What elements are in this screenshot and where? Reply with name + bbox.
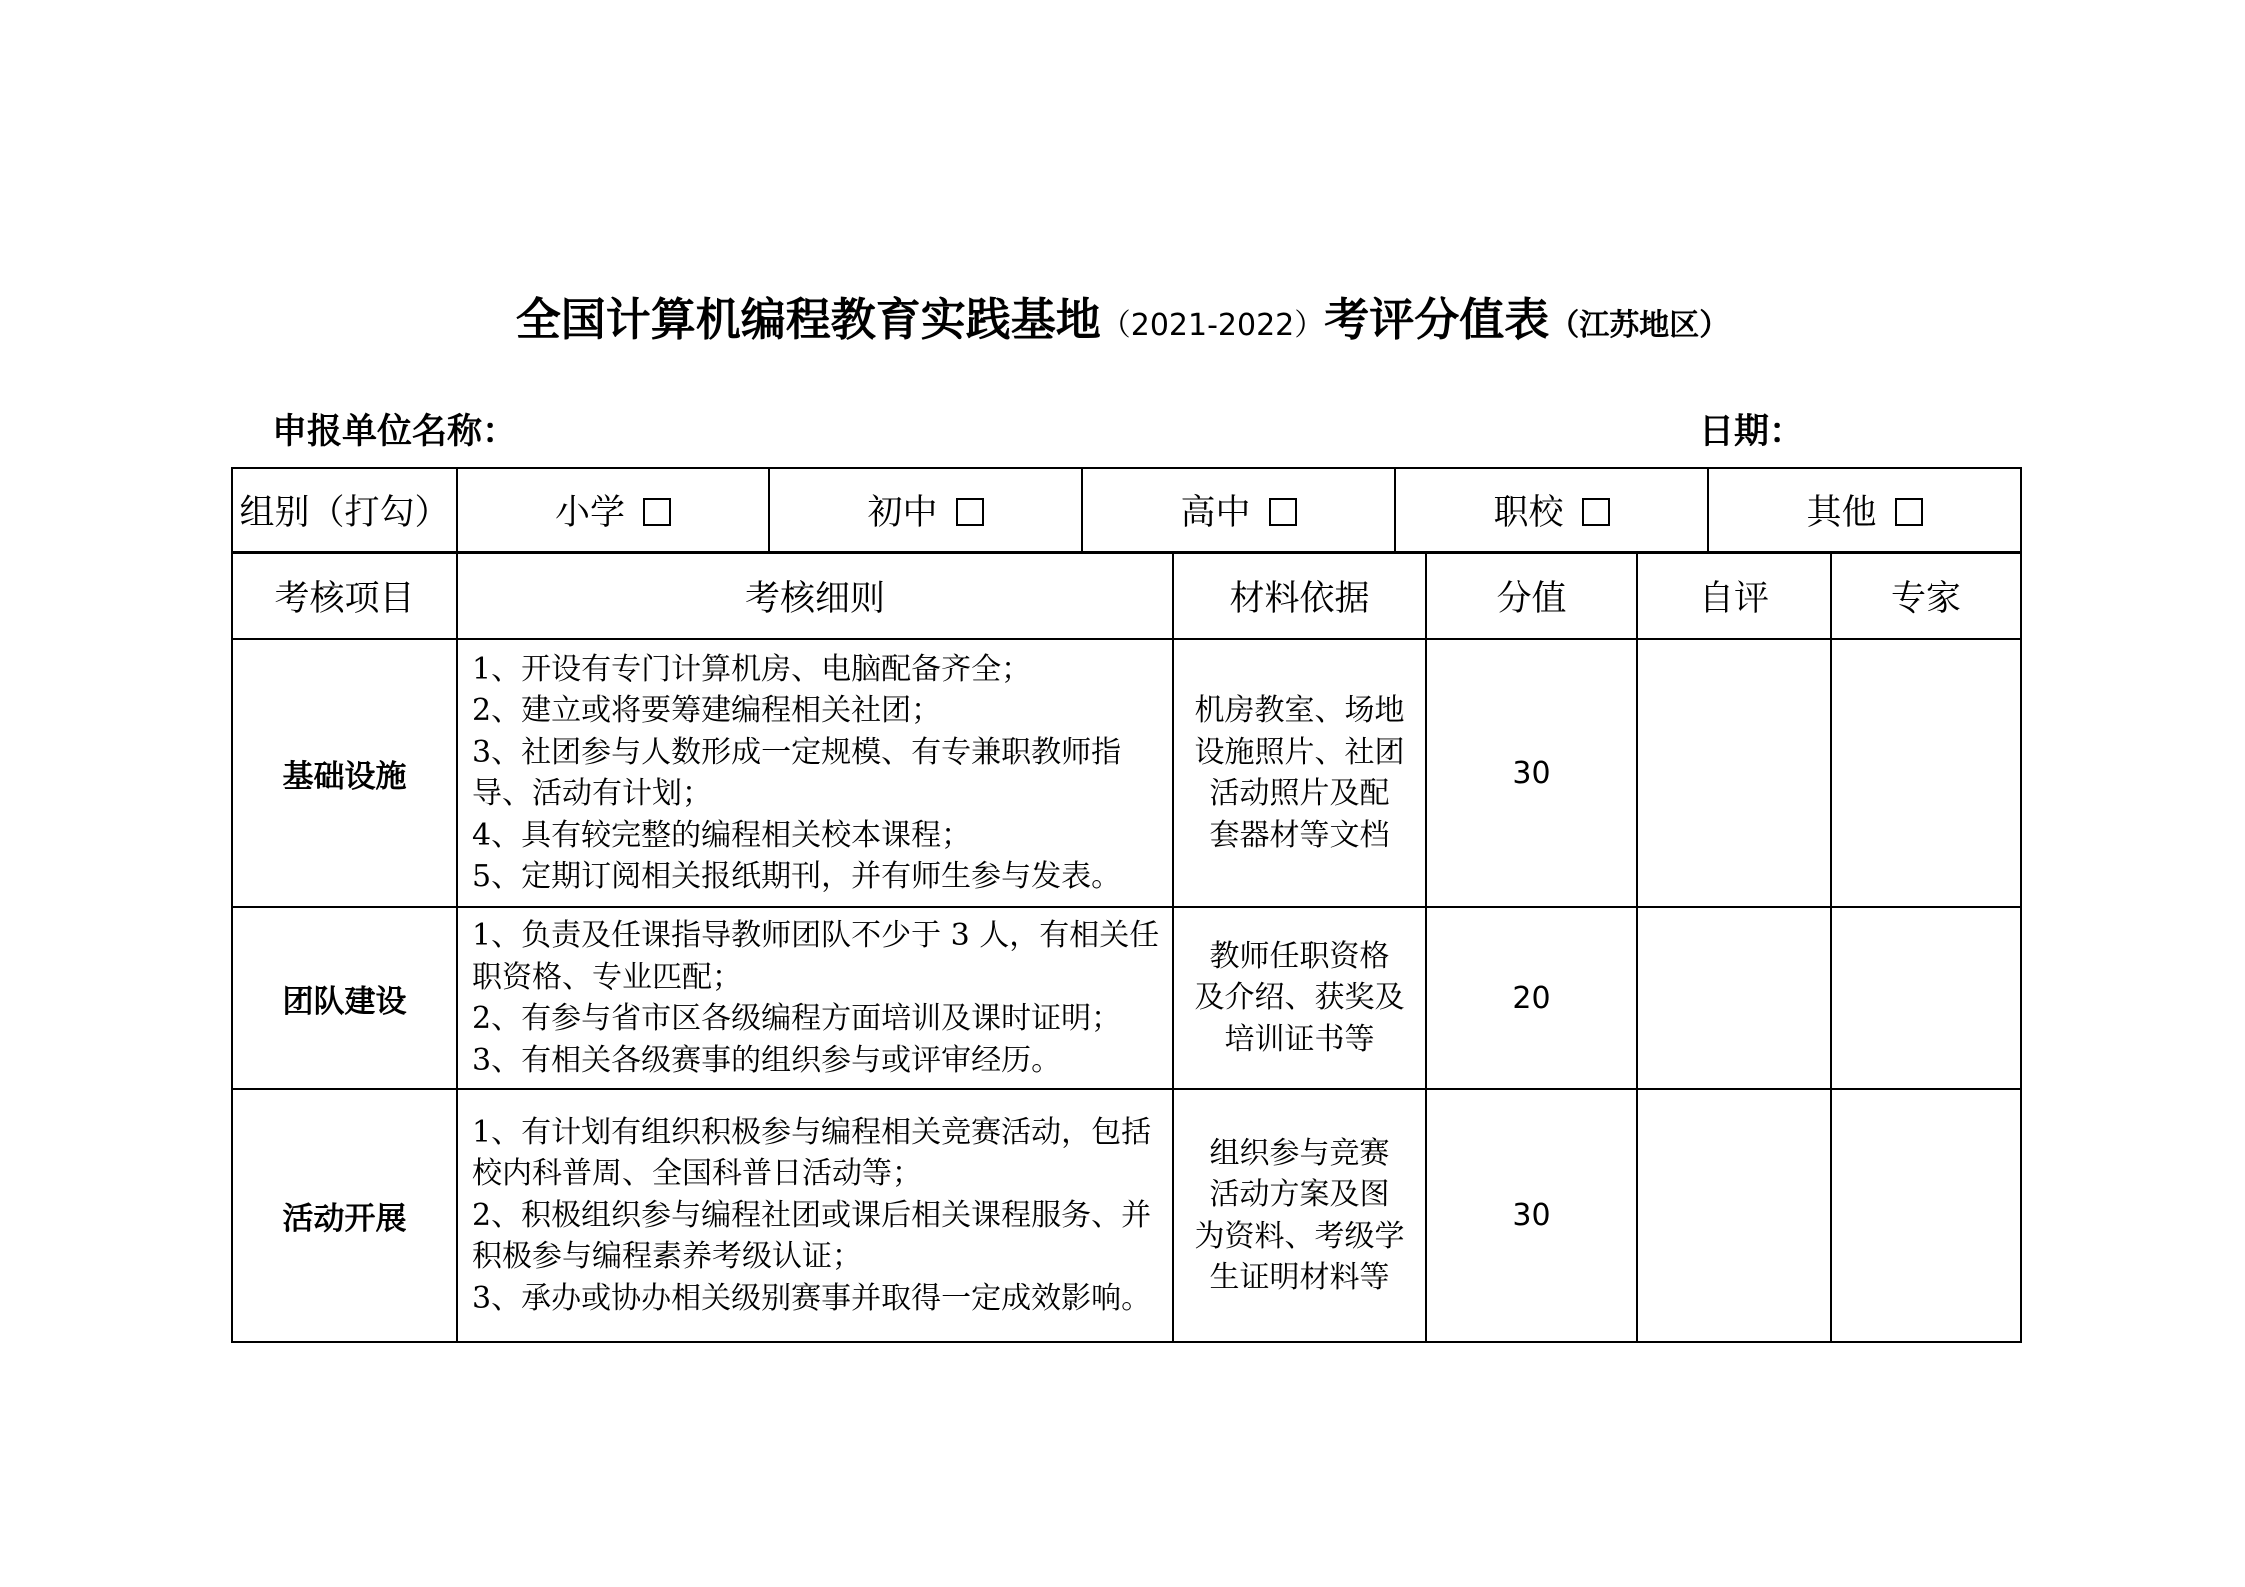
- row-self-score[interactable]: [1637, 907, 1831, 1089]
- row-score: 30: [1426, 1089, 1637, 1342]
- evaluation-table: [231, 552, 2022, 1343]
- group-option-label: 初中: [867, 493, 938, 533]
- header-expert: 专家: [1831, 553, 2021, 639]
- material-line: 机房教室、场地: [1194, 693, 1405, 728]
- row-item: 基础设施: [232, 639, 457, 907]
- material-line: 培训证书等: [1224, 1021, 1375, 1057]
- group-option-label: 高中: [1180, 493, 1251, 533]
- group-selection-table: [231, 467, 2022, 553]
- material-line: 活动方案及图: [1209, 1177, 1390, 1212]
- table-row: [232, 639, 2021, 907]
- detail-line: 3、承办或协办相关级别赛事并取得一定成效影响。: [472, 1280, 1152, 1316]
- row-item: 活动开展: [232, 1089, 457, 1342]
- group-option-senior[interactable]: [1082, 468, 1395, 552]
- page-title: [0, 283, 2245, 348]
- detail-line: 2、有参与省市区各级编程方面培训及课时证明；: [472, 1001, 1122, 1036]
- table-row: [232, 1089, 2021, 1342]
- checkbox[interactable]: [1582, 498, 1610, 526]
- row-details: [457, 907, 1173, 1089]
- material-line: 组织参与竞赛: [1209, 1135, 1390, 1171]
- detail-line: 3、有相关各级赛事的组织参与或评审经历。: [472, 1042, 1062, 1078]
- header-row: [232, 553, 2021, 639]
- title-years: （2021-2022）: [1100, 308, 1325, 343]
- row-self-score[interactable]: [1637, 639, 1831, 907]
- group-option-label: 其他: [1806, 493, 1877, 533]
- row-self-score[interactable]: [1637, 1089, 1831, 1342]
- row-details: [457, 639, 1173, 907]
- material-line: 为资料、考级学: [1194, 1218, 1405, 1254]
- detail-line: 4、具有较完整的编程相关校本课程；: [472, 817, 972, 853]
- table-row: [232, 907, 2021, 1089]
- detail-line: 2、积极组织参与编程社团或课后相关课程服务、并积极参与编程素养考级认证；: [472, 1197, 1152, 1275]
- row-score: 20: [1426, 907, 1637, 1089]
- material-line: 及介绍、获奖及: [1194, 980, 1405, 1016]
- group-option-label: 职校: [1493, 493, 1564, 533]
- row-material: [1173, 1089, 1426, 1342]
- checkbox[interactable]: [1895, 498, 1923, 526]
- checkbox[interactable]: [643, 498, 671, 526]
- checkbox[interactable]: [956, 498, 984, 526]
- detail-line: 3、社团参与人数形成一定规模、有专兼职教师指导、活动有计划；: [472, 734, 1122, 811]
- material-line: 设施照片、社团: [1194, 734, 1405, 770]
- row-score: 30: [1426, 639, 1637, 907]
- material-line: 套器材等文档: [1209, 817, 1390, 853]
- row-material: [1173, 639, 1426, 907]
- detail-line: 1、负责及任课指导教师团队不少于 3 人，有相关任职资格、专业匹配；: [472, 918, 1160, 995]
- header-self: 自评: [1637, 553, 1831, 639]
- row-expert-score[interactable]: [1831, 1089, 2021, 1342]
- material-line: 教师任职资格: [1209, 938, 1390, 974]
- detail-line: 1、有计划有组织积极参与编程相关竞赛活动，包括校内科普周、全国科普日活动等；: [472, 1114, 1152, 1192]
- header-item: 考核项目: [232, 553, 457, 639]
- row-expert-score[interactable]: [1831, 907, 2021, 1089]
- row-expert-score[interactable]: [1831, 639, 2021, 907]
- title-region: （江苏地区）: [1549, 308, 1730, 343]
- group-option-vocational[interactable]: [1395, 468, 1708, 552]
- date-label: 日期：: [1699, 412, 1805, 452]
- row-material: [1173, 907, 1426, 1089]
- row-details: [457, 1089, 1173, 1342]
- title-sub: 考评分值表: [1324, 293, 1550, 346]
- group-option-junior[interactable]: [769, 468, 1082, 552]
- group-option-primary[interactable]: [457, 468, 769, 552]
- group-label: 组别（打勾）: [232, 468, 457, 552]
- header-detail: 考核细则: [457, 553, 1173, 639]
- header-score: 分值: [1426, 553, 1637, 639]
- checkbox[interactable]: [1269, 498, 1297, 526]
- detail-line: 5、定期订阅相关报纸期刊，并有师生参与发表。: [472, 859, 1122, 894]
- group-option-label: 小学: [554, 493, 625, 533]
- header-material: 材料依据: [1173, 553, 1426, 639]
- material-line: 生证明材料等: [1209, 1260, 1390, 1295]
- row-item: 团队建设: [232, 907, 457, 1089]
- detail-line: 2、建立或将要筹建编程相关社团；: [472, 693, 942, 728]
- title-main: 全国计算机编程教育实践基地: [515, 293, 1101, 346]
- material-line: 活动照片及配: [1209, 776, 1390, 811]
- applicant-label: 申报单位名称：: [272, 412, 518, 452]
- detail-line: 1、开设有专门计算机房、电脑配备齐全；: [472, 651, 1032, 687]
- group-option-other[interactable]: [1708, 468, 2021, 552]
